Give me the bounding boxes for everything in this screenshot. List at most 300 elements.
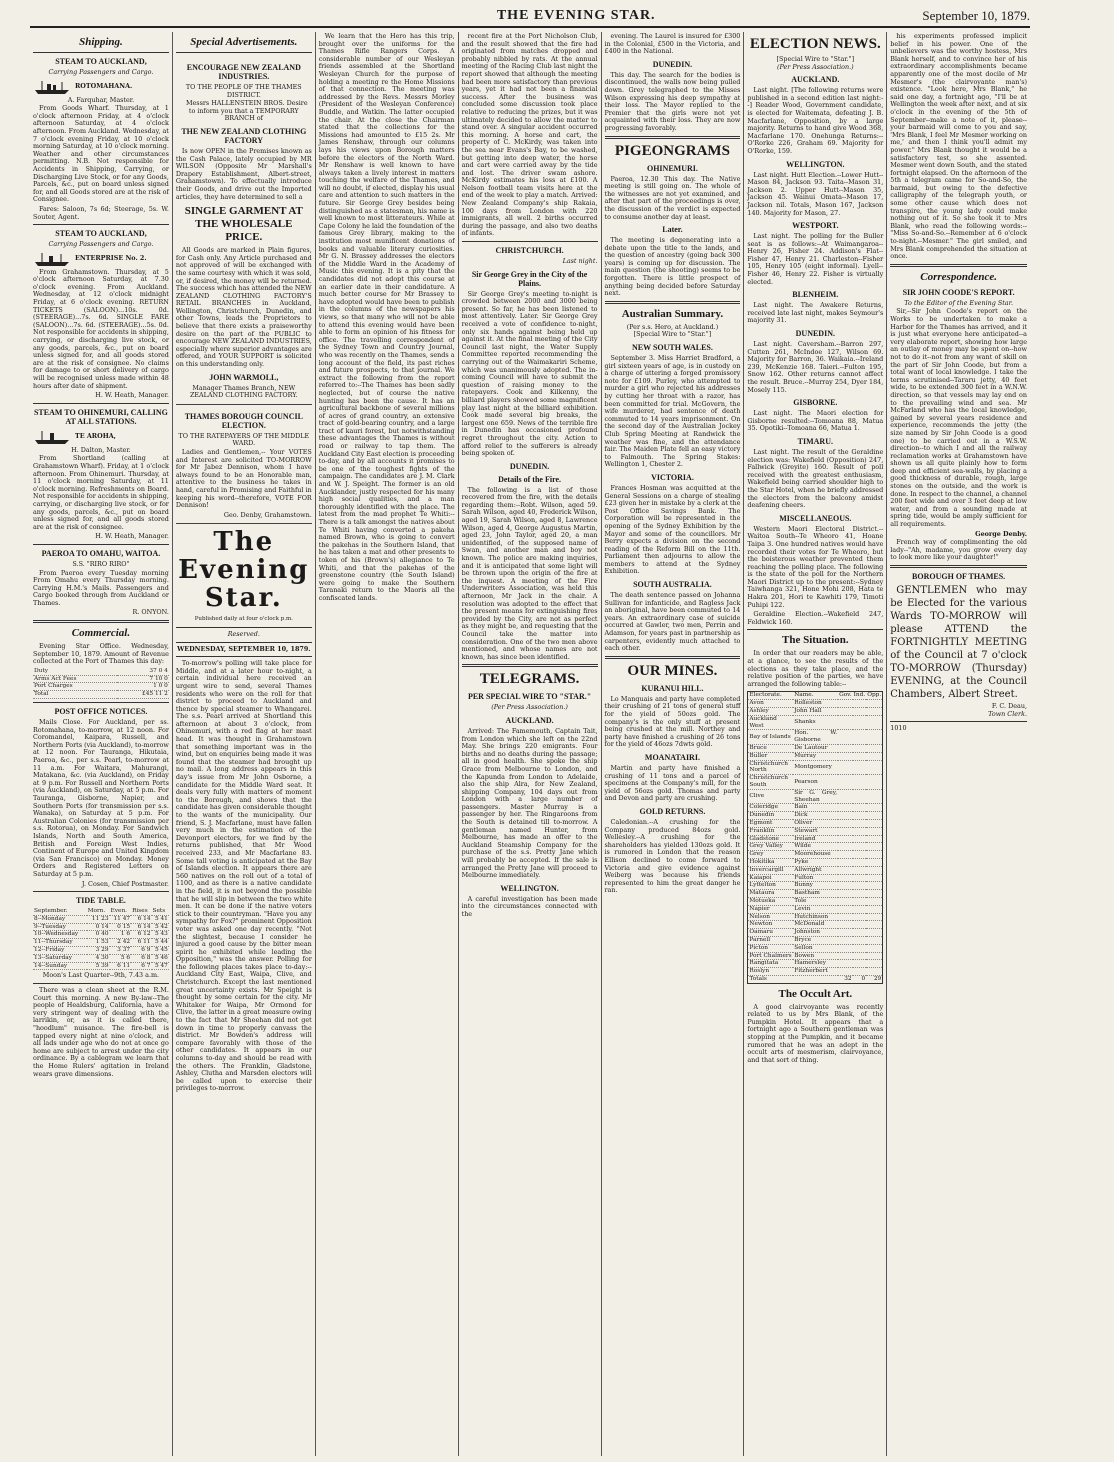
paeroa-sig: R. ONYON. [132, 608, 169, 617]
table-cell [853, 812, 867, 820]
coode-report-heading: SIR JOHN COODE'S REPORT. [902, 287, 1015, 297]
ship-schedule: From Goods Wharf. Thursday, at 1 o'clock afternoon Friday, at 4 o'clock afternoon Saturday, at 4 o'clock afternoon. From Auckland. Wednesday, at 7 o'clock evening Friday, at 10 o'clock morning Saturday, at 10 o'clock morning. Weather and other circumstances permitting. N.B. Not responsible for Accidents in Shipping, Carrying, or Discharging Live Stock, or for any Goods, Parcels, &c., put on board unless signed for, and all Goods stored are at the risk of Consignee. [33, 104, 169, 204]
table-cell [866, 804, 883, 812]
table-cell: Hokitika [748, 858, 793, 866]
table-cell [838, 760, 853, 775]
table-cell: Levin [793, 905, 838, 913]
table-cell: Bastham [793, 890, 838, 898]
table-row [33, 962, 169, 970]
tide-table [33, 908, 169, 970]
table-cell: 0 [853, 975, 867, 983]
revenue-table [33, 668, 169, 699]
south-australia-text: The death sentence passed on Johanna Sullivan for infanticide, and Ragless Jack an aboriginal, have been commuted to 14 years. An extraordinary case of suicide occurred at Gawler, two men, Perrin and Adamson, for years past in partnership as carpenters, evidently much attached to each other. [604, 591, 741, 653]
table-cell [866, 858, 883, 866]
column-header: Gov. [839, 692, 852, 699]
gisborne-text: Last night. The Maori election for Gisborne resulted:--Tomoana 88, Matua 35. Opotiki--Tomoana 66, Matua 1. [747, 409, 884, 433]
table-row [748, 866, 883, 874]
westport-text: Last night. The polling for the Buller seat is as follows:--At Waimangaroa--Henry 26, Fisher 24. Addison's Flat--Fisher 47, Henry 21. Charleston--Fisher 105, Henry 105 (eight informal). Lyell--Fisher 46, Henry 22. Fisher is virtually elected. [747, 232, 884, 286]
ship-fares: Fares: Saloon, 7s 6d; Steerage, 5s. W. Souter, Agent. [33, 204, 169, 221]
column-5 [602, 32, 745, 1456]
ad-sub: TO THE RATEPAYERS OF THE MIDDLE WARD. [178, 431, 310, 448]
revenue-amount: £45 11 2 [117, 691, 169, 699]
ad-signature: Geo. Denby, Grahamstown. [223, 510, 312, 519]
ad-signature-title: Manager Thames Branch, NEW ZEALAND CLOTHING FACTORY. [189, 383, 298, 400]
masthead [30, 6, 1030, 28]
table-cell: Lyttelton [748, 882, 793, 890]
table-cell: John Hall [793, 708, 838, 716]
table-cell: Motueka [748, 897, 793, 905]
logo-subtitle: Published daily at four o'clock p.m. [194, 616, 293, 623]
column-header: Ind. [853, 692, 866, 699]
revenue-amount: 7 10 0 [117, 675, 169, 683]
table-cell: Allwright [793, 866, 838, 874]
table-cell [853, 819, 867, 827]
later-heading: Later. [662, 225, 683, 235]
pigeongrams-heading: PIGEONGRAMS [614, 142, 730, 159]
masthead-date: September 10, 1879. [922, 8, 1030, 23]
occult-heading: The Occult Art. [778, 987, 853, 1000]
table-row [33, 675, 169, 683]
table-cell [853, 921, 867, 929]
table-cell [866, 944, 883, 952]
post-office-text: Mails Close. For Auckland, per ss. Rotomahana, to-morrow, at 12 noon. For Coromandel, Kaipara, Russell, and Northern Ports (via Auckland), to-morrow at 12 noon. For Tauranga, Hikutaia, Paeroa, &c., per s.s. Pearl, to-morrow at 11 a.m. For Waitara, Mahurangi, Matakana, &c. (via Auckland), on Friday at 9 p.m. For Russell and Northern Ports (via Auckland), on Saturday, at 5 p.m. For Tauranga, Gisborne, Napier, and Southern Ports (for transmission per s.s. Wanaka), on Saturday at 5 p.m. For Australian Colonies (for transmission per s.s. Rotorua), on Monday. For Sandwich Islands, North and South America, British and Foreign West Indies, Continent of Europe and United Kingdom (via San Francisco) on Monday. Money Orders and Registered Letters on Saturday at 5 p.m. [33, 718, 169, 878]
table-cell [838, 708, 853, 716]
table-row [748, 730, 883, 745]
table-cell: 5 42 [152, 923, 169, 931]
situation-heading: The Situation. [781, 634, 849, 647]
shipping-heading: Shipping. [79, 36, 123, 48]
table-cell [866, 789, 883, 804]
ship-manager: H. W. Heath, Manager. [95, 532, 169, 541]
table-row [748, 752, 883, 760]
table-cell: 6 9 [131, 947, 151, 955]
table-row [748, 760, 883, 775]
dateline: WEDNESDAY, SEPTEMBER 10, 1879. [177, 644, 311, 653]
election-news-heading: ELECTION NEWS. [749, 36, 881, 52]
timaru-heading: TIMARU. [797, 436, 833, 446]
miscellaneous-text: Western Maori Electoral District.--Waitoa South--Te Wheoro 41, Hoane Taipa 3. One hundred natives would have recorded their votes for Te Wheoro, but the boisterous weather prevented them reaching the polling place. The following is the state of the poll for the Northern Maori District up to the present:--Sydney Taiwhanga 321, Hone Mohi 208, Hata te Hakra 201, Hori te Kawhiti 179, Timoti Puhipi 122. [747, 524, 884, 609]
table-cell: Wilde [793, 843, 838, 851]
blenheim-heading: BLENHEIM. [792, 290, 839, 300]
table-cell: 11 23 [87, 915, 110, 923]
table-cell: 1 6 [110, 931, 132, 939]
table-cell [838, 929, 853, 937]
table-cell: McDonald [793, 921, 838, 929]
table-cell [866, 851, 883, 859]
steamship-icon [33, 251, 71, 267]
column-header: Opp. [867, 692, 882, 699]
table-cell: Bowen [793, 952, 838, 960]
table-cell [838, 715, 853, 730]
table-cell: Buller [748, 752, 793, 760]
table-cell: 5 43 [152, 931, 169, 939]
ad-big-text: SINGLE GARMENT AT THE WHOLESALE PRICE. [184, 205, 303, 244]
table-cell: Totals [748, 975, 793, 983]
nsw-text: September 3. Miss Harriet Bradford, a girl sixteen years of age, is in custody on a charge of uttering a forged promissory note for £109. Purley, who attempted to murder a girl who rejected his addresses by cutting her throat with a razor, has been committed for trial. McGovern, the wife murderer, had sentence of death commuted to 14 years imprisonment. On the second day of the Australian Jockey Club Spring Meeting at Randwick the weather was fine, and the attendance fair. The Maiden Plate fell an easy victory to Falmouth. The Spring Stakes: Wellington 1, Chester 2. [604, 354, 741, 469]
table-cell: Dick [793, 812, 838, 820]
french-compliment-text: French way of complimenting the old lady--"Ah, madame, you grow every day to look more like your daughter!" [890, 538, 1027, 562]
table-row [748, 897, 883, 905]
table-cell [866, 866, 883, 874]
table-row [748, 921, 883, 929]
table-row [33, 915, 169, 923]
timaru-text: Last night. The result of the Geraldine election was: Wakefield (Opposition) 247, Fallwick (Greyite) 160. Result of poll received with the greatest enthusiasm, Wakefield being carried shoulder high to the Star Hotel, when he briefly addressed the electors from the balcony amidst deafening cheers. [747, 447, 884, 510]
westport-heading: WESTPORT. [792, 221, 839, 231]
table-cell [838, 843, 853, 851]
revenue-label: Port Charges [33, 683, 117, 691]
paeroa-heading: PAEROA TO OMAHU, WAITOA. [41, 548, 161, 558]
table-cell: 5 39 [87, 962, 110, 970]
steamship-icon [33, 79, 71, 95]
table-cell [853, 775, 867, 790]
dunedin-heading: DUNEDIN. [509, 461, 550, 471]
table-cell: Murray [793, 752, 838, 760]
revenue-label: Arms Act Fees [33, 675, 117, 683]
table-cell [838, 921, 853, 929]
table-cell: Sir G. Grey, Sheehan [794, 789, 838, 803]
divider [33, 620, 169, 623]
table-cell [866, 708, 883, 716]
table-cell: 6 14 [131, 915, 151, 923]
ad-body: Is now OPEN in the Premises known as the Cash Palace, lately occupied by MR WILSON (Opposite Mr Marshall's Drapery Establishment, Albert-street, Grahamstown). To effectually introduce their Goods, and drive out the Imported articles, they have determined to sell a [175, 146, 312, 201]
table-cell [853, 952, 867, 960]
table-cell [853, 866, 867, 874]
table-cell [866, 843, 883, 851]
column-4 [459, 32, 602, 1456]
auckland-text: Arrived: The Famemouth, Captain Tait, from London which she left on the 22nd May. She brings 220 emigrants. Four births and no deaths during the passage; all in good health. She spoke the ship Grace from Melbourne to London, and the Kapunda from London to Adelaide, also the ship Alra, for New Zealand, shipping Company, 104 days out from London with a large number of passengers. Master Murray is a passenger by her. The Ringaroons from the South is detained till to-morrow. A gentleman named Hunter, from Melbourne, has made an offer to the Auckland Steamship Company for the purchase of the s.s. Pretty Jane which will probably be accepted. If the sale is arranged the Pretty Jane will proceed to Melbourne immediately. [461, 726, 598, 880]
ad-heading: ENCOURAGE NEW ZEALAND INDUSTRIES. [186, 63, 301, 81]
table-cell [866, 913, 883, 921]
table-cell [866, 882, 883, 890]
table-cell: 29 [866, 975, 883, 983]
table-cell [853, 897, 867, 905]
divider [33, 544, 169, 545]
table-cell [838, 897, 853, 905]
divider [605, 656, 741, 659]
ship-ad-rotomahana [33, 79, 169, 95]
table-cell [838, 752, 853, 760]
table-cell: 2 42 [110, 939, 132, 947]
table-cell [853, 789, 867, 804]
gold-returns-heading: GOLD RETURNS. [639, 806, 706, 816]
moanatairi-text: Martin and party have finished a crushing of 11 tons and a parcel of specimens at the Company's mill, for the yield of 56ozs gold. Thomas and party and Devon and party are crushing. [604, 763, 741, 803]
table-cell: Bruce [748, 744, 793, 752]
paeroa-text: From Paeroa every Tuesday morning From Omahu every Thursday morning. Carrying H.M.'s Mails. Passengers and Cargo booked through from Auckland or Thames. [33, 568, 169, 607]
table-cell: 5 41 [152, 915, 169, 923]
ad-signature: JOHN WARMOLL, [209, 372, 279, 382]
divider [176, 656, 312, 657]
special-ads-heading: Special Advertisements. [190, 36, 298, 48]
table-cell: 3 29 [87, 947, 110, 955]
table-cell [838, 936, 853, 944]
table-cell: 6 12 [131, 931, 151, 939]
table-row [748, 715, 883, 730]
table-cell [838, 812, 853, 820]
table-row [748, 905, 883, 913]
dunedin-text: Last night. Caversham.--Barron 297, Cutten 261, McIndoe 127, Wilson 69. Majority for Barron, 36. Waikaia.--Ireland 239, McKenzie 168. Taieri.--Fulton 195, Snow 162. Other returns cannot affect the result. Bruce.--Murray 254, Dyer 184, Mosely 115. [747, 340, 884, 394]
divider [176, 52, 312, 53]
revenue-amount: 37 0 4 [117, 668, 169, 675]
table-cell [866, 760, 883, 775]
table-cell [853, 890, 867, 898]
table-cell: Napier [748, 905, 793, 913]
table-cell: 5 6 [110, 954, 132, 962]
divider [747, 629, 883, 630]
table-cell [853, 874, 867, 882]
divider [890, 721, 1027, 722]
situation-text: In order that our readers may be able, at a glance, to see the results of the elections as they take place, and the relative position of the parties, we have arranged the following table:-- [747, 649, 884, 688]
insurance-text: evening. The Laurel is insured for £300 in the Colonial, £500 in the Victoria, and £400 in the National. [604, 32, 741, 56]
misc-paragraphs: There was a clean sheet at the R.M. Court this morning. A new By-law--The people of Healdsburg, California, have a very stringent way of dealing with the larrikin, or, as it is called there, "hoodlum" nuisance. The fire-bell is tapped every night at nine o'clock, and all lads under age who do not at once go home are subject to arrest under the city ordinance. By a cablegram we learn that the Home Rulers' agitation in Ireland wears grave dimensions. [33, 986, 169, 1078]
ship-name: ROTOMAHANA. [75, 81, 133, 90]
table-cell: Johnston [793, 929, 838, 937]
column-3 [316, 32, 459, 1456]
table-cell [866, 905, 883, 913]
table-cell [838, 700, 853, 708]
ship-schedule: From Grahamstown. Thursday, at 5 o'clock afternoon Saturday, at 7.30 o'clock evening. From Auckland. Wednesday, at 12 o'clock midnight Friday, at 6 o'clock evening. RETURN TICKETS (SALOON)...10s. 0d. (STEERAGE)...7s. 6d. SINGLE FARE (SALOON)...7s. 6d. (STEERAGE)...5s. 0d. Not responsible for accidents in shipping, carrying, or discharging live stock, or any goods, parcels, &c., put on board unless signed for, and all goods stored are at the risk of consignee. No claims for damage to or short delivery of cargo will be recognised unless made within 48 hours after date of shipment. [33, 267, 169, 390]
wellington-text: A careful investigation has been made into the circumstances connected with the [461, 894, 598, 918]
table-cell: Sellon [793, 944, 838, 952]
christchurch-heading: CHRISTCHURCH. [495, 246, 564, 256]
table-cell: Fitzherbert [793, 968, 838, 976]
table-cell: Picton [748, 944, 793, 952]
divider [605, 301, 741, 304]
steam-auckland-heading-2: STEAM TO AUCKLAND, [55, 229, 147, 239]
steam-auckland-heading: STEAM TO AUCKLAND, [55, 57, 147, 66]
table-row [748, 975, 883, 983]
column-2 [173, 32, 316, 1456]
post-office-sig: J. Cosen, Chief Postmaster. [81, 879, 169, 888]
steam-ohinemuri-heading: STEAM TO OHINEMURI, CALLING AT ALL STATIONS. [33, 407, 168, 426]
column-header: Name. [793, 692, 838, 700]
table-cell: 12--Friday [33, 947, 87, 955]
table-cell [866, 968, 883, 976]
table-row [33, 691, 169, 699]
divider [33, 702, 169, 703]
table-cell: 32 [838, 975, 853, 983]
table-cell [866, 752, 883, 760]
table-row [748, 952, 883, 960]
borough-heading: BOROUGH OF THAMES. [912, 572, 1006, 581]
commercial-heading: Commercial. [71, 627, 131, 640]
table-row [748, 819, 883, 827]
newspaper-page [30, 6, 1030, 1458]
table-cell [853, 760, 867, 775]
divider [176, 642, 312, 643]
table-cell [853, 827, 867, 835]
grey-heading: Sir George Grey in the City of the Plains. [471, 269, 588, 288]
table-cell [853, 905, 867, 913]
table-cell [866, 730, 883, 745]
table-row [748, 851, 883, 859]
table-cell: 10--Wednesday [33, 931, 87, 939]
table-cell: Hutchinson [793, 913, 838, 921]
column-header: Sets [152, 908, 169, 915]
divider [605, 136, 741, 139]
table-row [748, 775, 883, 790]
table-cell [853, 936, 867, 944]
divider [33, 224, 169, 225]
borough-sig: F. C. Deau, [991, 702, 1027, 710]
table-cell [838, 905, 853, 913]
table-cell: Nelson [748, 913, 793, 921]
table-row [748, 882, 883, 890]
table-cell [866, 960, 883, 968]
table-cell [838, 819, 853, 827]
table-cell: 5 44 [152, 939, 169, 947]
ad-heading: THAMES BOROUGH COUNCIL ELECTION. [184, 411, 303, 430]
table-cell: Rangitata [748, 960, 793, 968]
table-cell: Avon [748, 700, 793, 708]
borough-text: GENTLEMEN who may be Elected for the various Wards TO-MORROW will please ATTEND the FORTNIGHTLY MEETING of the Council at 7 o'clock TO-MORROW (Thursday) EVENING, at the Council Chambers, Albert Street. [890, 585, 1027, 700]
table-row [748, 960, 883, 968]
table-cell [838, 804, 853, 812]
table-cell [853, 960, 867, 968]
table-cell [838, 890, 853, 898]
ship-schedule: From Shortland (calling at Grahamstown Wharf). Friday, at 1 o'clock afternoon. From Ohinemuri. Thursday, at 11 o'clock morning Saturday, at 11 o'clock morning. Refreshments on Board. Not responsible for accidents in shipping, carrying, or discharging live stock, or for any goods, parcels, &c., put on board unless signed for, and all goods stored are at the risk of consignee. [33, 454, 169, 531]
divider [33, 52, 169, 53]
table-cell: Bain [793, 804, 838, 812]
table-cell: 5 45 [152, 947, 169, 955]
letter-text: Sir,--Sir John Coode's report on the Works to be undertaken to make a Harbor for the Thames has arrived, and it is just what everyone here anticipated--a very elaborate report, showing how large an outlay of money may be spent on--how not to do it--not from any want of skill on the part of Sir John Coode, but from a total want of local knowledge. I take the terms scrutinised--Tararu jetty, 40 feet wide, to be extended 300 feet in a W.N.W. direction, so that vessels may lay end on to the prevailing wind and sea. Mr McFarland who has the local knowledge, gained by several years residence and experience, recommends the jetty (the size named by Sir John Coode is a good one) to be carried out in a W.S.W. direction--to which I and all the railway reclamation works at Grahamstown have shown us all quite plainly how to form deep and efficient sea-walls, by placing a good thickness of durable, rough, large stones on the outside, and the work is done. In respect to the channel, a channel 200 feet wide and over 3 feet deep at low water, and from a sounding made at spring tide, would be amply sufficient for all requirements. [890, 307, 1027, 529]
divider [890, 264, 1027, 267]
table-row [33, 668, 169, 675]
situation-table [747, 691, 883, 983]
telegrams-heading: TELEGRAMS. [479, 671, 580, 688]
table-cell [838, 744, 853, 752]
table-cell [853, 752, 867, 760]
ohinemuri-text: Paeroa, 12.30 This day. The Native meeting is still going on. The whole of the witnesses are not yet examined, and after that part of the proceedings is over, the discussion of the verdict is expected to consume another day at least. [604, 174, 741, 221]
table-cell [853, 715, 867, 730]
table-cell [866, 715, 883, 730]
masthead-title: THE EVENING STAR. [496, 8, 656, 23]
editorial-text: To-morrow's polling will take place for Middle, and at a later hour to-night, a certain individual here received an urgent wire to send, several Thames residents who were on the roll for that district to proceed to Auckland and thence by special steamer to Whangarei. The s.s. Pearl arrived at Shortland this afternoon at about 3 o'clock, from Ohinemuri, with a red flag at her mast head. It was thought in Grahamstown that something important was in the wind, but on enquiries being made it was found that the steamer had brought up no mail. A long address appears in this day's issue from Mr John Osborne, a candidate for the Middle Ward seat. It deals very fully with matters of moment to the Borough, and shows that the candidate has given considerable thought to the wants of the municipality. Our friend, S. J. Macfarlane, must have fallen very much in the estimation of the Devonport electors, for we find by the returns published, that Mr Wood received 233, and Mr Macfarlane 83. Some tall voting is anticipated at the Bay of Islands election. It appears there are 560 natives on the roll out of a total of 1100, and as there is a native candidate in the field, it is not beyond the possible that he will slip in between the two white men. It can be done if the native voters stick to their countryman. "Have you any sympathy for Fox?" prominent Opposition voter was asked one day recently. "Not the slightest, because I consider he injured a good cause by the bitter mean spirit he exhibited while leading the Opposition," was the answer. Polling for the following places takes place to-day:--Auckland City East, Waipa, Clive, and Christchurch. Except the last mentioned great uncertainty exists. Mr Speight is thought by some certain for the city. Mr Whitaker for Waipa, Mr Ormond for Clive, the latter in a great measure owing to the fact that Mr Sheehan did not get down in time to properly canvass the district. Mr Bowden's address will compare favorably with those of the other candidates. It appears in our columns to-day and should be read with the others. The Franklin, Gladstone, Ashley, Clutha and Marsden electors will be called upon to exercise their privileges to-morrow. [175, 659, 312, 1093]
table-cell [853, 700, 867, 708]
election-wire: [Special Wire to "Star."] [776, 55, 855, 63]
table-cell [866, 775, 883, 790]
table-cell [853, 708, 867, 716]
occult-text: A good clairvoyante was recently related to us by Mrs Blank, of the Pumpkin Hotel. It appears that a fortnight ago a Southern gentleman was stopping at the Pumpkin, and it became rumored that he was an adept in the occult arts of mesmerism, clairvoyance, and that sort of thing. [747, 1002, 884, 1064]
table-cell: Christchurch South [748, 775, 793, 790]
columns [30, 32, 1030, 1456]
table-cell: Oamaru [748, 929, 793, 937]
ship-master: A. Farquhar, Master. [67, 95, 135, 104]
table-cell [866, 874, 883, 882]
letter-to: To the Editor of the Evening Star. [904, 298, 1013, 307]
table-cell: 11 47 [110, 915, 132, 923]
telegrams-agency: (Per Press Association.) [491, 703, 568, 712]
moon-phase: Moon's Last Quarter--9th, 7.43 a.m. [42, 971, 160, 980]
gisborne-heading: GISBORNE. [793, 398, 838, 408]
column-header: Even. [110, 908, 132, 915]
table-cell: Moorehouse [793, 851, 838, 859]
table-row [748, 929, 883, 937]
table-row [748, 812, 883, 820]
table-cell: Port Chalmers [749, 952, 792, 959]
table-cell: De Lautour [793, 744, 838, 752]
dunedin-text: This day. The search for the bodies is discontinued, the walls now being pulled down. Grey telegraphed to the Misses Wilson expressing his deep sympathy at their loss. The Mayor replied to the Premier that the girls were not yet acquainted with their loss. They are now progressing favorably. [604, 70, 741, 132]
table-row [748, 804, 883, 812]
divider [176, 627, 312, 628]
wellington-news-text: recent fire at the Port Nicholson Club, and the result showed that the fire had originated from matches dropped and probably nibbled by rats. At the annual meeting of the Racing Club last night the report showed that although the meeting had been more satisfactory than previous years, yet it had not been a financial success. After the business was concluded some discussion took place relative to reducing the prizes, but it was ultimately decided to allow the matter to stand over. A singular accident occurred this morning. A horse and cart, the property of C. McKirdy, was taken into the sea near Evans's Bay, to be washed, but getting into deep water, the horse and cart were carried away by the tide and lost. The driver swam ashore. McKirdy estimates his loss at £100. A Nelson football team visits here at the end of the week to play a match. Arrived: New Zealand Company's ship Rakaia, 100 days from London with 220 immigrants, all well. 2 births occurred during the passage, and also two deaths of infants. [461, 32, 598, 238]
table-row [748, 913, 883, 921]
table-cell [866, 936, 883, 944]
table-cell: Egmont [748, 819, 793, 827]
table-row [748, 708, 883, 716]
table-row [33, 931, 169, 939]
table-cell [838, 858, 853, 866]
table-cell: Franklin [748, 827, 793, 835]
column-header: Rises [131, 908, 151, 915]
column-7 [887, 32, 1030, 1456]
later-text: The meeting is degenerating into a debate upon the title to the lands, and the question of ancestry (going back 300 years) is coming up for discussion. The main question (the shooting) seems to be forgotten. There is little prospect of anything being decided before Saturday next. [604, 236, 741, 298]
table-row [33, 923, 169, 931]
table-row [748, 944, 883, 952]
paeroa-sub: S.S. "RIRO RIRO" [72, 559, 130, 568]
wellington-heading: WELLINGTON. [500, 883, 559, 893]
table-cell [853, 929, 867, 937]
table-row [748, 968, 883, 976]
gold-returns-text: Caledonian.--A crushing for the Company produced 84ozs gold. Wellesley.--A crushing for the shareholders has yielded 130ozs gold. It is rumored in London that the reason Ellison declined to come forward to Victoria and give evidence against Weiberg was because his friends represented to him the great danger he ran. [604, 817, 741, 895]
australian-summary-sub: (Per s.s. Hero, at Auckland.) [626, 322, 719, 331]
christchurch-time: Last night. [562, 257, 598, 266]
table-row [33, 683, 169, 691]
table-cell: Pyke [793, 858, 838, 866]
ship-manager: H. W. Heath, Manager. [95, 391, 169, 400]
table-cell: Grey [748, 851, 793, 859]
our-mines-heading: OUR MINES. [627, 662, 718, 679]
table-row [748, 789, 883, 804]
victoria-heading: VICTORIA. [651, 472, 694, 482]
table-cell: Kaiapoi [748, 874, 793, 882]
fire-heading: Details of the Fire. [498, 474, 562, 484]
geraldine-text: Geraldine Election.--Wakefield 247, Feldwick 160. [747, 610, 884, 626]
grey-text: Sir George Grey's meeting to-night is crowded between 2000 and 3000 being present. So far, he has been listened to most attentively. Later. Sir George Grey received a vote of confidence to-night, only six hands against being held up against it. At the final meeting of the City Council last night, the Water Supply Committee reported recommending the carrying out of the Waimakariri Scheme, which was unanimously adopted. The in-coming Council will have to submit the question of raising money to the ratepayers. Cook and Kilkenny, the billiard players showed some magnificent play last night at the billiard exhibition. Cook made several big breaks, the largest one 659. News of the terrible fire in Dunedin has occasioned profound regret throughout the city. Action to afford relief to the sufferers is already being spoken of. [461, 289, 598, 458]
table-row [748, 827, 883, 835]
letter-sig: George Denby. [975, 529, 1027, 538]
post-office-heading: POST OFFICE NOTICES. [54, 707, 148, 717]
wellington-heading: WELLINGTON. [786, 159, 845, 169]
fire-text: The following is a list of those recovered from the fire, with the details regarding them:--Robt. Wilson, aged 59. Sarah Wilson, aged 40, Frederick Wilson, aged 19, Sarah Wilson, aged 8, Lawrence Wilson, aged 4, George Augustus Martin, aged 23, John Taylor, aged 20, a man unidentified, of the supposed name of Swan, and another man and boy not known. The police are making inquiries, and it is anticipated that some light will be thrown upon the origin of the fire at the inquest. A meeting of the Fire Underwriters Association, was held this afternoon, Mr Jack in the chair. A resolution was adopted to the effect that the present means for extinguishing fires provided by the City, are not as perfect as they might be, and requesting that the Council take the matter into consideration. One of the two men above mentioned, and whose names are not known, has since been identified. [461, 485, 598, 661]
auckland-heading: AUCKLAND. [505, 715, 554, 725]
table-cell [838, 968, 853, 976]
table-cell: 6 7 [131, 962, 151, 970]
table-cell: Shanks [793, 715, 838, 730]
wellington-text: Last night. Hutt Election.--Lower Hutt--Mason 84, Jackson 93. Taita--Mason 31, Jackson 2. Upper Hutt--Mason 35, Jackson 45. Wainui Omata--Mason 17, Jackson nil. Totals, Mason 167, Jackson 140. Majority for Mason, 27. [747, 170, 884, 217]
table-cell: 14--Sunday [33, 962, 87, 970]
victoria-text: Frances Hosman was acquitted at the General Sessions on a charge of stealing £23 given her in mistake by a clerk at the Post Office Savings Bank. The Corporation will be represented in the opening of the Sydney Exhibition by the Mayor and some of the councillors. Mr Berry expects a division on the second reading of the Reform Bill on the 11th. Parliament then adjourns to allow the members to attend at the Sydney Exhibition. [604, 483, 741, 576]
table-cell [866, 890, 883, 898]
revenue-label: Duty [33, 668, 117, 675]
table-row [748, 858, 883, 866]
table-cell [838, 730, 853, 745]
table-cell [838, 851, 853, 859]
table-cell [853, 804, 867, 812]
column-header: Electorate. [748, 692, 793, 700]
ship-name: ENTERPRISE No. 2. [75, 253, 147, 262]
table-cell [853, 913, 867, 921]
table-row [748, 744, 883, 752]
miscellaneous-heading: MISCELLANEOUS. [779, 513, 852, 523]
table-cell: Rolleston [793, 700, 838, 708]
election-agency: (Per Press Association.) [776, 62, 854, 71]
table-cell: 4 30 [87, 954, 110, 962]
borough-sig-title: Town Clerk. [988, 709, 1027, 718]
divider [890, 565, 1027, 568]
dunedin-heading: DUNEDIN. [652, 59, 693, 69]
correspondence-heading: Correspondence. [920, 270, 997, 283]
table-cell: Tole [793, 897, 838, 905]
